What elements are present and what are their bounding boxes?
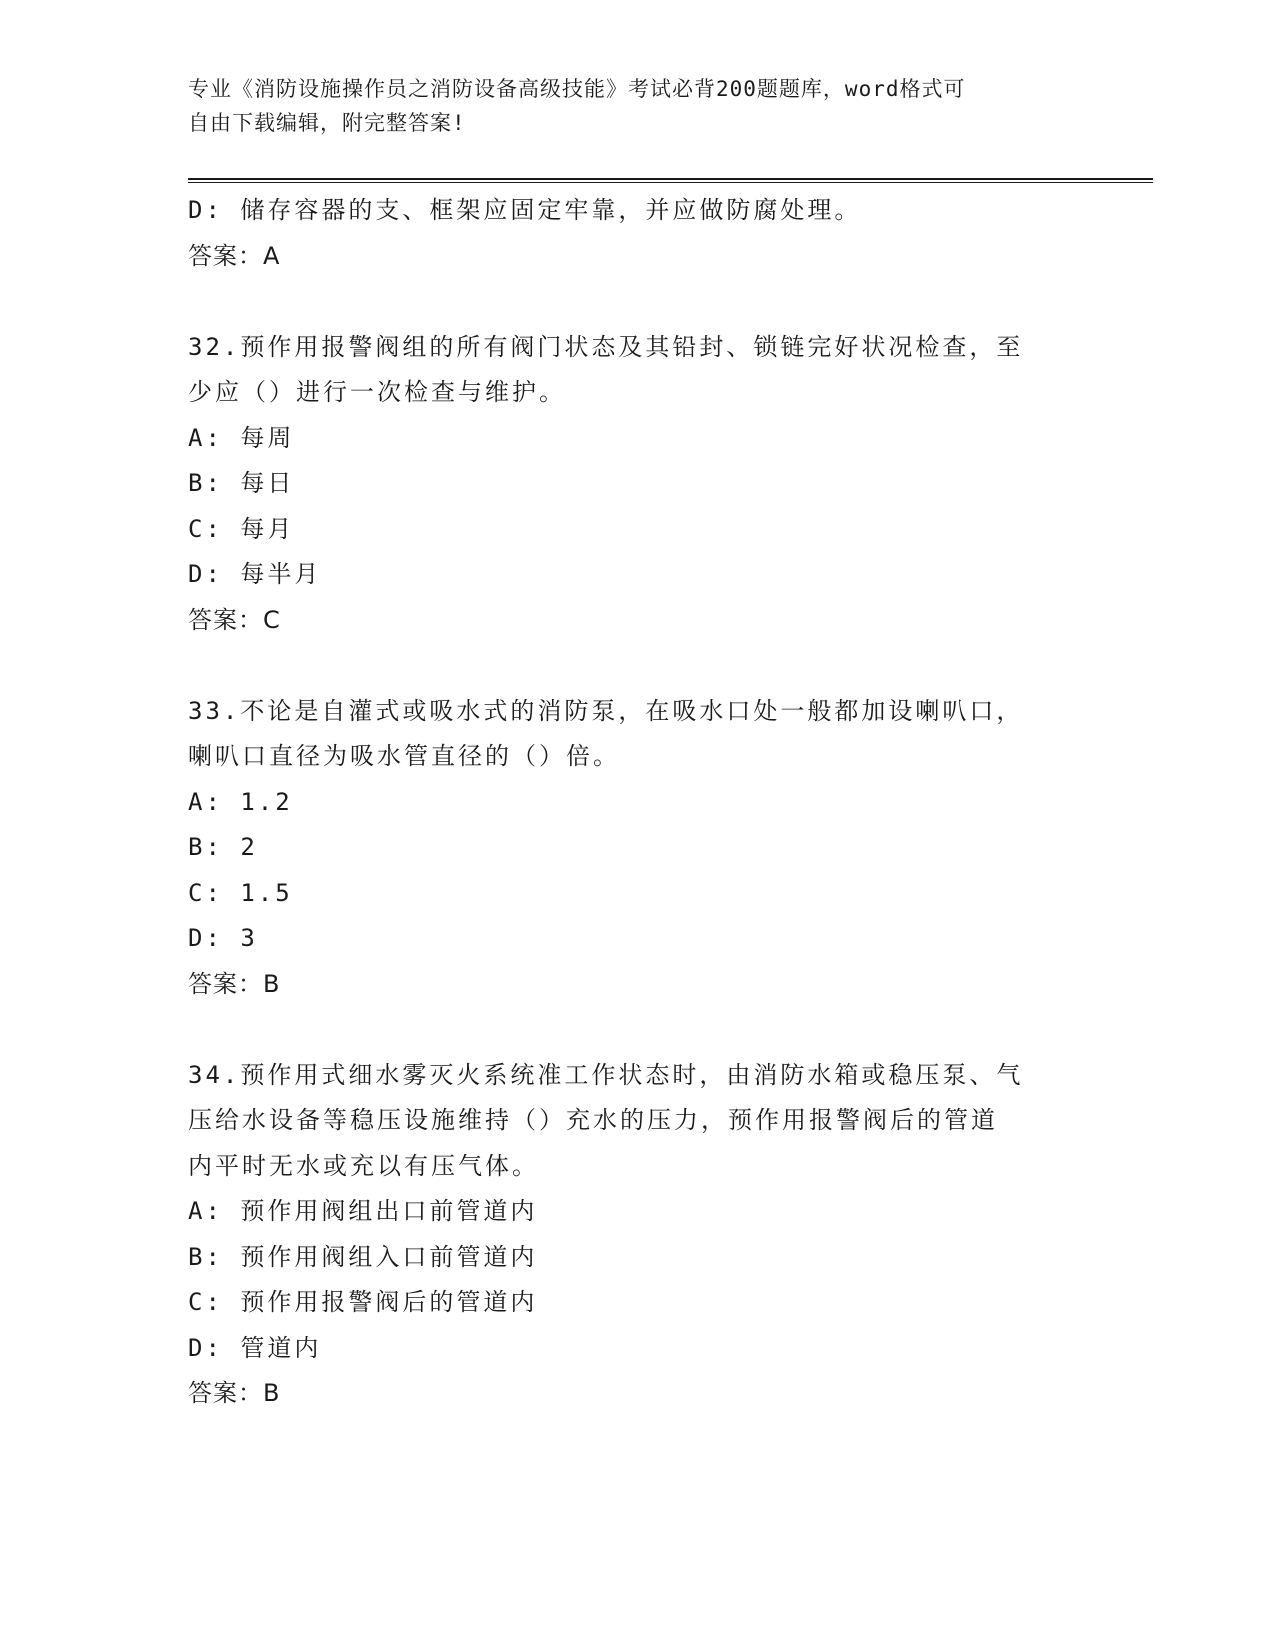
- option-a: A: 1.2: [188, 787, 293, 816]
- option-d: D: 每半月: [188, 560, 322, 588]
- header-divider: [188, 178, 1153, 183]
- option-d: D: 3: [188, 924, 258, 952]
- answer-line: 答案：B: [188, 1379, 281, 1407]
- question-stem-line: 34.预作用式细水雾灭火系统准工作状态时，由消防水箱或稳压泵、气: [188, 1060, 1024, 1089]
- question-stem-line: 压给水设备等稳压设施维持（）充水的压力，预作用报警阀后的管道: [188, 1106, 998, 1134]
- spacer: [188, 643, 1088, 689]
- option-a: A: 每周: [188, 423, 295, 452]
- option-d: D: 储存容器的支、框架应固定牢靠，并应做防腐处理。: [188, 196, 862, 224]
- question-32: [188, 325, 1088, 644]
- option-c: C: 每月: [188, 514, 295, 543]
- question-stem-line: 33.不论是自灌式或吸水式的消防泵，在吸水口处一般都加设喇叭口，: [188, 696, 1024, 725]
- question-stem-line: 内平时无水或充以有压气体。: [188, 1151, 539, 1180]
- question-content: [188, 188, 1088, 1417]
- option-b: B: 预作用阀组入口前管道内: [188, 1242, 538, 1271]
- question-34: [188, 1053, 1088, 1417]
- option-b: B: 2: [188, 833, 258, 861]
- answer-line: 答案：A: [188, 241, 281, 270]
- document-header: [188, 72, 1068, 140]
- spacer: [188, 1007, 1088, 1053]
- spacer: [188, 279, 1088, 325]
- option-a: A: 预作用阀组出口前管道内: [188, 1197, 538, 1225]
- header-line-1: 专业《消防设施操作员之消防设备高级技能》考试必背200题题库，word格式可: [188, 77, 966, 101]
- option-d: D: 管道内: [188, 1333, 322, 1362]
- option-b: B: 每日: [188, 469, 295, 497]
- question-stem-line: 少应（）进行一次检查与维护。: [188, 378, 566, 406]
- answer-line: 答案：B: [188, 969, 281, 998]
- header-line-2: 自由下载编辑，附完整答案!: [188, 111, 466, 135]
- option-c: C: 预作用报警阀后的管道内: [188, 1288, 538, 1316]
- option-c: C: 1.5: [188, 878, 293, 907]
- continued-question: [188, 188, 1088, 279]
- question-stem-line: 喇叭口直径为吸水管直径的（）倍。: [188, 742, 620, 770]
- question-33: [188, 689, 1088, 1008]
- answer-line: 答案：C: [188, 605, 281, 634]
- question-stem-line: 32.预作用报警阀组的所有阀门状态及其铅封、锁链完好状况检查，至: [188, 332, 1024, 361]
